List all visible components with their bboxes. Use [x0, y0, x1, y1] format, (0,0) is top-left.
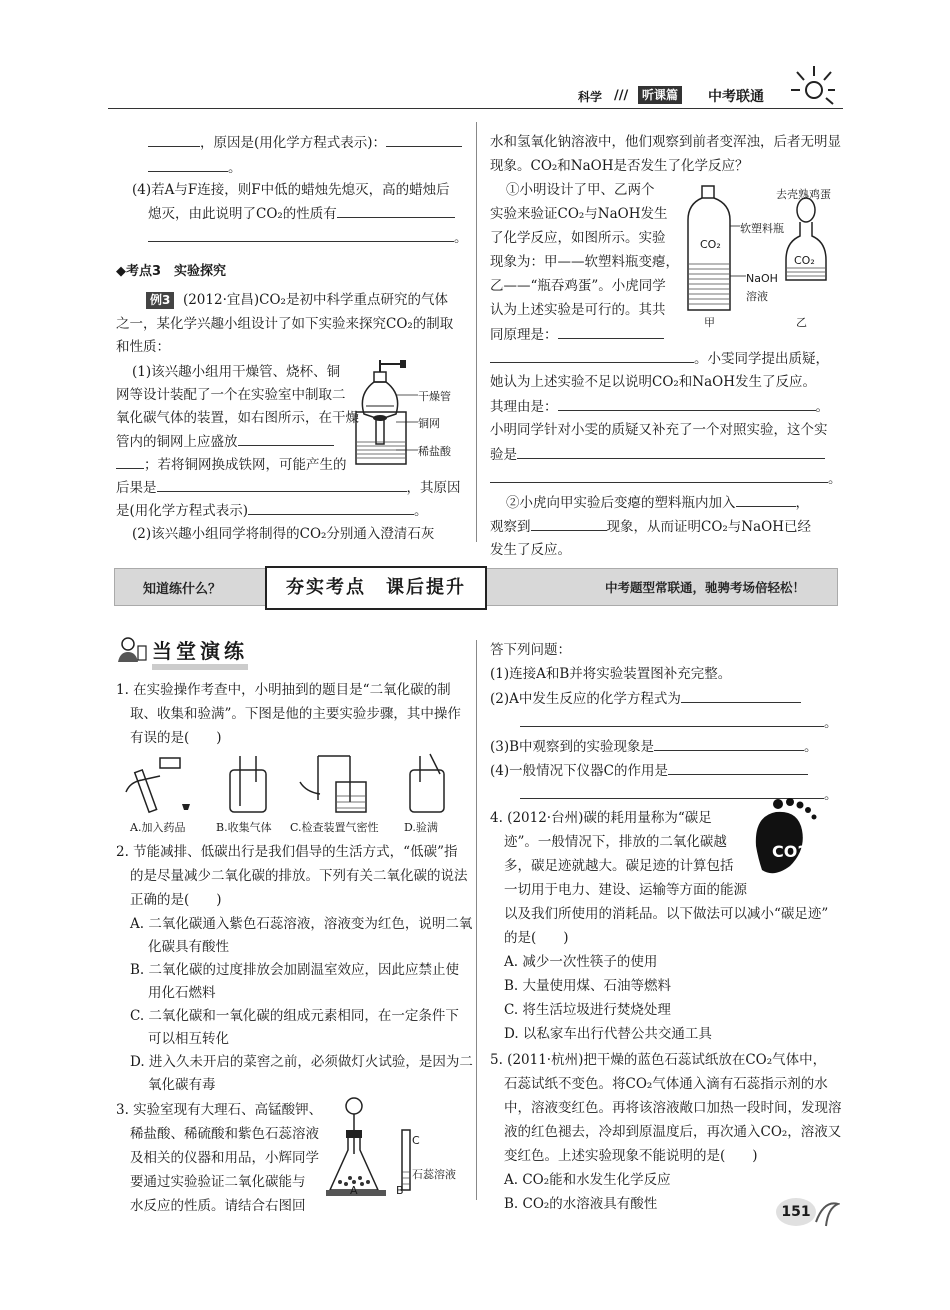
label-naoh: NaOH: [746, 272, 778, 285]
example3-tag: 例3: [146, 292, 174, 309]
top-right-r4: 现象为：甲——软塑料瓶变瘪，: [490, 254, 679, 270]
q1-line-3: 有误的是( ): [130, 730, 222, 746]
label-co2-b: CO₂: [794, 254, 815, 267]
q4-option-c[interactable]: C. 将生活垃圾进行焚烧处理: [504, 1002, 671, 1018]
label-dry-tube: 干燥管: [418, 390, 451, 403]
top-right-r5: 乙——“瓶吞鸡蛋”。小虎同学: [490, 278, 666, 294]
q4-line-1: (4)若A与F连接，则F中低的蜡烛先熄灭，高的蜡烛后: [132, 182, 450, 198]
page-corner-swirl-icon: [814, 1198, 840, 1228]
label-solution: 溶液: [746, 290, 768, 303]
q4-line-3: 。: [148, 227, 468, 248]
br-line-7: 。: [520, 784, 838, 805]
drying-tube-leader-lines: [396, 380, 420, 460]
banner-right-text: 中考题型常联通，驰骋考场倍轻松！: [604, 580, 805, 595]
p1-line-5: ；若将铜网换成铁网，可能产生的: [116, 454, 347, 475]
q3-line-5: 水反应的性质。请结合右图回: [130, 1198, 306, 1214]
footprint-co2-text: CO2: [772, 842, 809, 861]
column-divider-bottom: [476, 640, 477, 1200]
label-copper-net: 铜网: [418, 417, 440, 430]
q2-line-1: 2. 节能减排、低碳出行是我们倡导的生活方式，“低碳”指: [116, 844, 458, 860]
p1-line-2: 网等设计装配了一个在实验室中制取二: [116, 387, 346, 403]
page-header: [108, 84, 843, 108]
q5-option-a[interactable]: A. CO₂能和水发生化学反应: [504, 1172, 671, 1188]
q5-option-b[interactable]: B. CO₂的水溶液具有酸性: [504, 1196, 658, 1212]
q4-line-2: 熄灭，由此说明了CO₂的性质有: [148, 203, 455, 224]
example3-line-1: 例3 (2012·宜昌)CO₂是初中科学重点研究的气体: [146, 290, 448, 310]
q5-line-4: 液的红色褪去，冷却到原温度后，再次通入CO₂，溶液又: [504, 1124, 842, 1140]
q4-footprint-line-6: 的是( ): [504, 930, 569, 946]
q4-footprint-line-3: 多，碳足迹就越大。碳足迹的计算包括: [504, 858, 734, 874]
q1-option-a[interactable]: A.加入药品: [130, 821, 186, 834]
top-right-r14: ②小虎向甲实验后变瘪的塑料瓶内加入 ，: [506, 492, 809, 513]
label-yi: 乙: [796, 316, 807, 329]
banner-title: 夯实考点 课后提升: [265, 566, 487, 610]
top-right-r2: 实验来验证CO₂与NaOH发生: [490, 206, 668, 222]
q4-footprint-line-5: 以及我们所使用的消耗品。以下做法可以减小“碳足迹”: [504, 906, 829, 922]
q2-option-d-1[interactable]: D. 进入久未开启的菜窖之前，必须做灯火试验，是因为二: [130, 1054, 473, 1070]
banner-left-text: 知道练什么？: [143, 582, 222, 597]
p1-line-6: 后果是 ，其原因: [116, 477, 461, 498]
teacher-icon: [116, 636, 148, 664]
q4-option-a[interactable]: A. 减少一次性筷子的使用: [504, 954, 658, 970]
top-right-r11: 小明同学针对小雯的质疑又补充了一个对照实验，这个实: [490, 422, 828, 438]
q1-step-figures: [120, 752, 460, 818]
q2-option-b-2: 用化石燃料: [148, 985, 216, 1001]
p1-line-1: (1)该兴趣小组用干燥管、烧杯、铜: [132, 364, 341, 380]
br-line-4: 。: [520, 712, 838, 733]
page-number: 151: [776, 1198, 816, 1226]
q5-line-1: 5. (2011·杭州)把干燥的蓝色石蕊试纸放在CO₂气体中，: [490, 1052, 827, 1068]
label-q3-litmus: 石蕊溶液: [412, 1168, 456, 1181]
label-soft-bottle: 软塑料瓶: [740, 222, 784, 235]
p1-line-3: 氧化碳气体的装置，如右图所示，在干燥: [116, 410, 359, 426]
top-right-r13: 。: [490, 468, 842, 489]
q1-option-b[interactable]: B.收集气体: [216, 821, 272, 834]
q2-option-a-2: 化碳具有酸性: [148, 939, 229, 955]
q2-option-a-1[interactable]: A. 二氧化碳通入紫色石蕊溶液，溶液变为红色，说明二氧: [130, 916, 473, 932]
q4-option-d[interactable]: D. 以私家车出行代替公共交通工具: [504, 1026, 712, 1042]
br-line-6: (4)一般情况下仪器C的作用是: [490, 760, 808, 781]
header-tag: 听课篇: [638, 86, 682, 104]
example3-line-3: 和性质：: [116, 339, 170, 355]
bottle-egg-experiment-figure: [680, 180, 840, 330]
q3-line-2: 稀盐酸、稀硫酸和紫色石蕊溶液: [130, 1126, 319, 1142]
q3-flask-apparatus-figure: [326, 1094, 426, 1200]
label-hcl: 稀盐酸: [418, 445, 451, 458]
top-right-r9: 她认为上述实验不足以说明CO₂和NaOH发生了反应。: [490, 374, 817, 390]
q2-option-c-1[interactable]: C. 二氧化碳和一氧化碳的组成元素相同，在一定条件下: [130, 1008, 459, 1024]
top-right-r15: 观察到 现象，从而证明CO₂与NaOH已经: [490, 516, 811, 537]
q5-line-5: 变红色。上述实验现象不能说明的是( ): [504, 1148, 758, 1164]
header-subject: 科学: [578, 90, 603, 104]
q3-line-4: 要通过实验验证二氧化碳能与: [130, 1174, 306, 1190]
br-line-2: (1)连接A和B并将实验装置图补充完整。: [490, 666, 732, 682]
column-divider-top: [476, 122, 477, 542]
p1-line-4: 管内的铜网上应盛放: [116, 431, 334, 452]
q1-line-2: 取、收集和验满”。下图是他的主要实验步骤，其中操作: [130, 706, 461, 722]
q5-line-2: 石蕊试纸不变色。将CO₂气体通入滴有石蕊指示剂的水: [504, 1076, 828, 1092]
p1-line-7: 是(用化学方程式表示) 。: [116, 500, 428, 521]
sun-logo-icon: [788, 62, 836, 106]
q5-line-3: 中，溶液变红色。再将该溶液敞口加热一段时间，发现溶: [504, 1100, 842, 1116]
q1-option-c[interactable]: C.检查装置气密性: [290, 821, 379, 834]
top-right-line-2: 现象。CO₂和NaOH是否发生了化学反应？: [490, 158, 749, 174]
header-brand: 中考联通: [708, 89, 764, 105]
top-right-r12: 验是: [490, 444, 825, 465]
q3-line-1: 3. 实验室现有大理石、高锰酸钾、: [116, 1102, 323, 1118]
header-rule: [108, 108, 843, 109]
label-q3-a: A: [350, 1184, 358, 1197]
top-right-r10: 其理由是： 。: [490, 396, 829, 417]
label-co2-a: CO₂: [700, 238, 721, 251]
top-right-line-1: 水和氢氧化钠溶液中，他们观察到前者变浑浊，后者无明显: [490, 134, 841, 150]
q2-line-3: 正确的是( ): [130, 892, 222, 908]
label-egg: 去壳熟鸡蛋: [776, 188, 831, 201]
top-right-r3: 了化学反应，如图所示。实验: [490, 230, 666, 246]
top-right-r16: 发生了反应。: [490, 542, 571, 558]
br-line-1: 答下列问题：: [490, 642, 571, 658]
top-right-r1: ①小明设计了甲、乙两个: [506, 182, 655, 198]
carbon-footprint-logo: [750, 796, 836, 880]
q1-option-d[interactable]: D.验满: [404, 821, 438, 834]
top-right-r7: 同原理是：: [490, 324, 664, 345]
top-left-line-2: 。: [148, 157, 242, 178]
q2-line-2: 的是尽量减少二氧化碳的排放。下列有关二氧化碳的说法: [130, 868, 468, 884]
q4-footprint-line-4: 一切用于电力、建设、运输等方面的能源: [504, 882, 747, 898]
br-line-5: (3)B中观察到的实验现象是 。: [490, 736, 818, 757]
p2-line-1: (2)该兴趣小组同学将制得的CO₂分别通入澄清石灰: [132, 526, 435, 542]
top-right-r8: 。小雯同学提出质疑，: [490, 348, 829, 369]
example3-line-2: 之一，某化学兴趣小组设计了如下实验来探究CO₂的制取: [116, 316, 454, 332]
label-q3-b: B: [396, 1184, 404, 1197]
header-slash-icon: ///: [614, 88, 629, 103]
br-line-3: (2)A中发生反应的化学方程式为: [490, 688, 801, 709]
q2-option-d-2: 氧化碳有毒: [148, 1077, 216, 1093]
q2-option-c-2: 可以相互转化: [148, 1031, 229, 1047]
section-title: 当堂演练: [152, 638, 248, 670]
top-right-r6: 认为上述实验是可行的。其共: [490, 302, 666, 318]
q4-footprint-line-2: 迹”。一般情况下，排放的二氧化碳越: [504, 834, 727, 850]
point3-title: ◆考点3 实验探究: [116, 264, 227, 279]
q4-footprint-line-1: 4. (2012·台州)碳的耗用量称为“碳足: [490, 810, 712, 826]
q2-option-b-1[interactable]: B. 二氧化碳的过度排放会加剧温室效应，因此应禁止使: [130, 962, 460, 978]
q3-line-3: 及相关的仪器和用品，小辉同学: [130, 1150, 319, 1166]
q4-option-b[interactable]: B. 大量使用煤、石油等燃料: [504, 978, 672, 994]
section-banner: [114, 568, 838, 606]
label-q3-c: C: [412, 1134, 420, 1147]
top-left-line-1: ，原因是(用化学方程式表示)：: [148, 132, 462, 153]
q1-line-1: 1. 在实验操作考查中，小明抽到的题目是“二氧化碳的制: [116, 682, 451, 698]
label-jia: 甲: [704, 316, 715, 329]
